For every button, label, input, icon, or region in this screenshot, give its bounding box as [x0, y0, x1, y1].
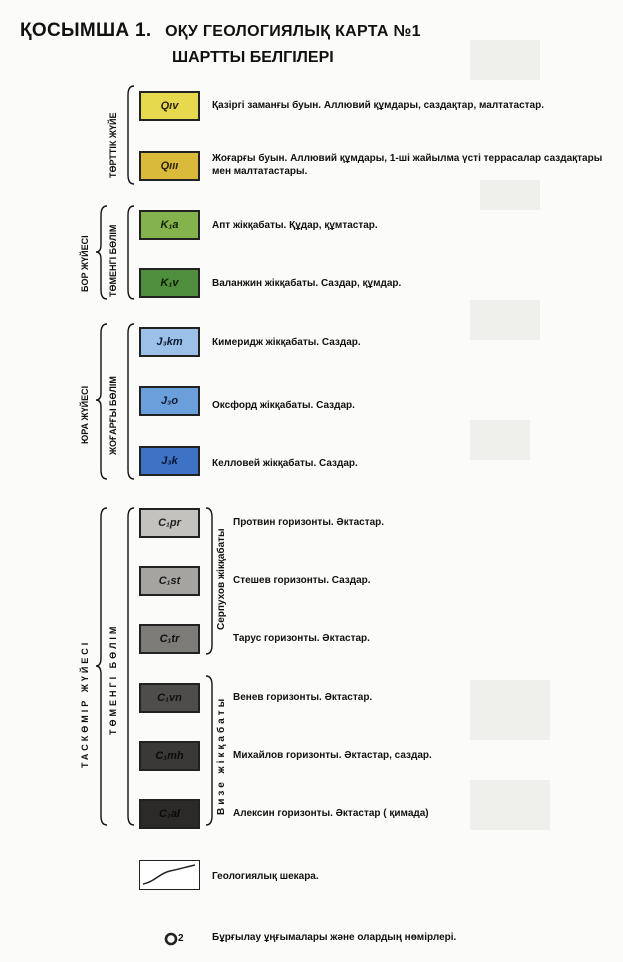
legend-swatch: C₁mh [139, 741, 200, 771]
legend-description: Алексин горизонты. Әктастар ( қимада) [233, 808, 429, 819]
group-label-carboniferous-lower: ТӨМЕНГІ БӨЛІМ [108, 623, 118, 735]
legend-description: Келловей жікқабаты. Саздар. [212, 458, 358, 469]
legend-swatch: C₁st [139, 566, 200, 596]
boundary-description: Геологиялық шекара. [212, 871, 319, 882]
group-label-jurassic-upper: ЖОҒАРҒЫ БӨЛІМ [108, 376, 118, 455]
group-label-quaternary: ТӨРТТІК ЖҮЙЕ [108, 112, 118, 178]
legend-swatch: C₁al [139, 799, 200, 829]
legend-description: Оксфорд жікқабаты. Саздар. [212, 400, 355, 411]
boundary-line-icon [140, 861, 198, 888]
legend-description: Михайлов горизонты. Әктастар, саздар. [233, 750, 432, 761]
legend-description: Протвин горизонты. Әктастар. [233, 517, 385, 528]
legend-swatch: Qıv [139, 91, 200, 121]
legend-description: Тарус горизонты. Әктастар. [233, 633, 370, 644]
group-label-vize: Визе жікқабаты [216, 695, 227, 815]
group-label-serpukhov: Серпухов жікқабаты [216, 528, 227, 630]
legend-swatch: J₃k [139, 446, 200, 476]
legend-description: Апт жікқабаты. Құдар, құмтастар. [212, 220, 378, 231]
group-label-cretaceous: БОР ЖҮЙЕСІ [80, 235, 90, 292]
borehole-symbol [163, 929, 193, 949]
legend-swatch: C₁pr [139, 508, 200, 538]
legend-description: Кимеридж жікқабаты. Саздар. [212, 337, 361, 348]
legend-description: Венев горизонты. Әктастар. [233, 692, 373, 703]
legend-subtitle: ШАРТТЫ БЕЛГІЛЕРІ [172, 49, 334, 66]
legend-description: Валанжин жікқабаты. Саздар, құмдар. [212, 278, 402, 289]
legend-description: Стешев горизонты. Саздар. [233, 575, 371, 586]
legend-swatch: K₁v [139, 268, 200, 298]
borehole-description: Бұрғылау ұңғымалары және олардың нөмірлері. [212, 932, 457, 943]
legend-swatch: C₁vn [139, 683, 200, 713]
legend-swatch: K₁a [139, 210, 200, 240]
boundary-symbol [139, 860, 200, 890]
legend-swatch: Qııı [139, 151, 200, 181]
group-label-cretaceous-lower: ТӨМЕНГІ БӨЛІМ [108, 224, 118, 297]
group-label-jurassic: ЮРА ЖҮЙЕСІ [80, 385, 90, 444]
appendix-title: ҚОСЫМША 1. ОҚУ ГЕОЛОГИЯЛЫҚ КАРТА №1 [20, 20, 421, 41]
borehole-number: 2 [178, 933, 184, 944]
group-label-carboniferous: ТАСКӨМІР ЖҮЙЕСІ [80, 639, 90, 768]
map-title: ОҚУ ГЕОЛОГИЯЛЫҚ КАРТА №1 [165, 23, 421, 40]
legend-swatch: J₃km [139, 327, 200, 357]
legend-description: Жоғарғы буын. Аллювий құмдары, 1-ші жайылма үсті террасалар саздақтары мен малтатастары. [212, 153, 603, 177]
legend-swatch: J₃o [139, 386, 200, 416]
legend-swatch: C₁tr [139, 624, 200, 654]
legend-description: Қазіргі заманғы буын. Аллювий құмдары, саздақтар, малтатастар. [212, 100, 545, 111]
